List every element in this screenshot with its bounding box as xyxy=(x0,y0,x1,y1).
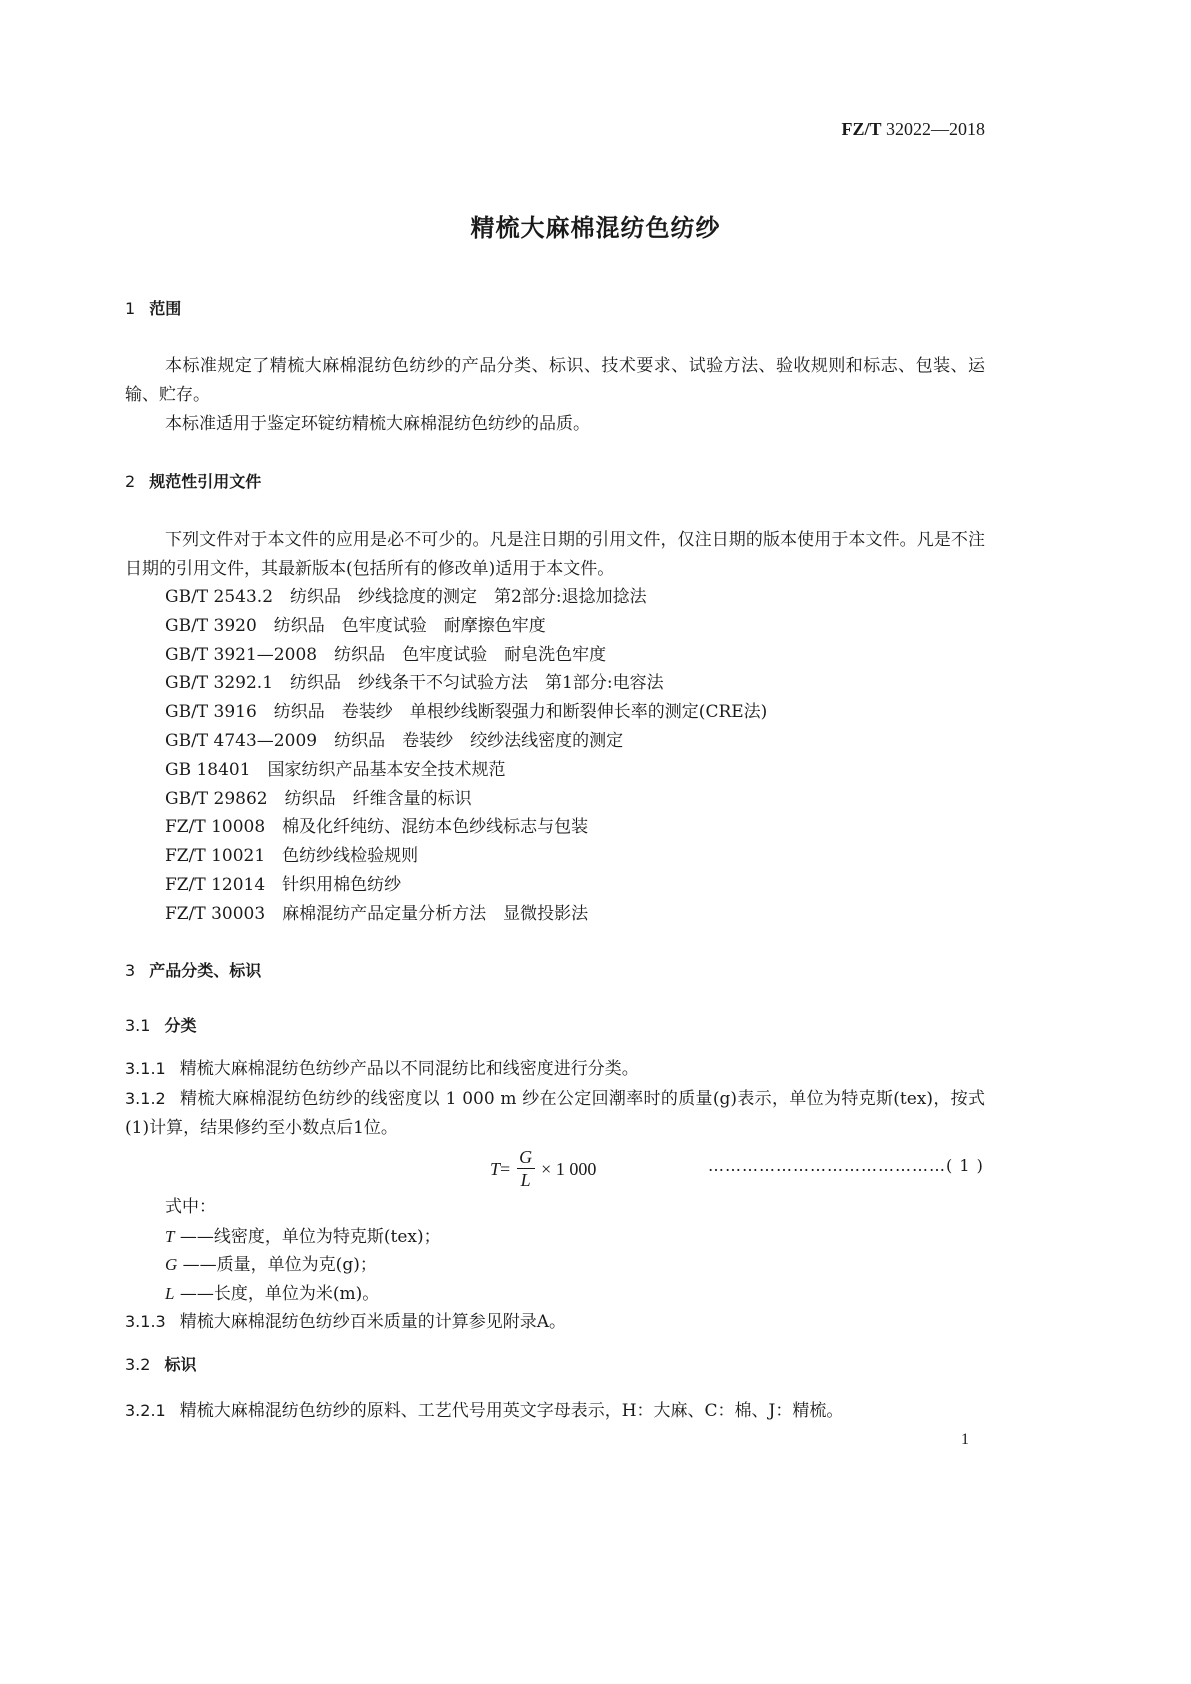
reference-item: GB/T 4743—2009 纺织品 卷装纱 绞纱法线密度的测定 xyxy=(165,731,624,751)
variable-t: T ——线密度，单位为特克斯(tex)； xyxy=(165,1227,441,1247)
reference-item: FZ/T 10021 色纺纱线检验规则 xyxy=(165,846,419,867)
reference-item: FZ/T 30003 麻棉混纺产品定量分析方法 显微投影法 xyxy=(165,903,589,924)
equation-number: ……………………………………( 1 ) xyxy=(708,1156,984,1175)
reference-item: GB/T 2543.2 纺织品 纱线捻度的测定 第2部分:退捻加捻法 xyxy=(165,587,647,607)
reference-item: GB/T 3920 纺织品 色牢度试验 耐摩擦色牢度 xyxy=(165,615,546,636)
clause-3-1-3: 3.1.3 精梳大麻棉混纺色纺纱百米质量的计算参见附录A。 xyxy=(125,1312,566,1332)
clause-3-1-1: 3.1.1 精梳大麻棉混纺色纺纱产品以不同混纺比和线密度进行分类。 xyxy=(125,1059,639,1079)
page-number: 1 xyxy=(961,1431,969,1448)
formula-1: T = $\frac{G}{L}$ × 1 000 xyxy=(490,1147,597,1190)
section-1-para-2: 本标准适用于鉴定环锭纺精梳大麻棉混纺色纺纱的品质。 xyxy=(165,414,590,434)
variable-g: G ——质量，单位为克(g)； xyxy=(165,1255,377,1275)
reference-item: GB/T 3921—2008 纺织品 色牢度试验 耐皂洗色牢度 xyxy=(165,644,607,665)
clause-3-2-1: 3.2.1 精梳大麻棉混纺色纺纱的原料、工艺代号用英文字母表示，H：大麻、C：棉、J：精梳。 xyxy=(125,1401,844,1421)
clause-3-1-2: 3.1.2 精梳大麻棉混纺色纺纱的线密度以 1 000 m 纱在公定回潮率时的质量(g)表示，单位为特克斯(tex)，按式(1)计算，结果修约至小数点后1位。 xyxy=(125,1089,985,1138)
section-3-2-heading: 3.2 标识 xyxy=(125,1355,197,1374)
section-3-heading: 3 产品分类、标识 xyxy=(125,961,262,980)
section-1-para-1: 本标准规定了精梳大麻棉混纺色纺纱的产品分类、标识、技术要求、试验方法、验收规则和标志、包装、运输、贮存。 xyxy=(125,356,985,405)
section-1-heading: 1 范围 xyxy=(125,299,182,318)
document-title: 精梳大麻棉混纺色纺纱 xyxy=(470,214,721,242)
standard-code: FZ/T 32022—2018 xyxy=(841,119,985,139)
reference-item: GB/T 29862 纺织品 纤维含量的标识 xyxy=(165,788,472,809)
reference-item: FZ/T 12014 针织用棉色纺纱 xyxy=(165,875,402,895)
section-3-1-heading: 3.1 分类 xyxy=(125,1016,197,1035)
reference-item: GB 18401 国家纺织产品基本安全技术规范 xyxy=(165,759,506,780)
section-2-heading: 2 规范性引用文件 xyxy=(125,472,262,491)
reference-item: FZ/T 10008 棉及化纤纯纺、混纺本色纱线标志与包装 xyxy=(165,817,589,838)
section-2-para-1: 下列文件对于本文件的应用是必不可少的。凡是注日期的引用文件，仅注日期的版本使用于本文件。凡是不注日期的引用文件，其最新版本(包括所有的修改单)适用于本文件。 xyxy=(125,530,985,579)
variable-l: L ——长度，单位为米(m)。 xyxy=(165,1284,380,1304)
where-label: 式中： xyxy=(165,1197,216,1217)
reference-item: GB/T 3292.1 纺织品 纱线条干不匀试验方法 第1部分:电容法 xyxy=(165,673,664,694)
reference-item: GB/T 3916 纺织品 卷装纱 单根纱线断裂强力和断裂伸长率的测定(CRE法) xyxy=(165,702,768,723)
